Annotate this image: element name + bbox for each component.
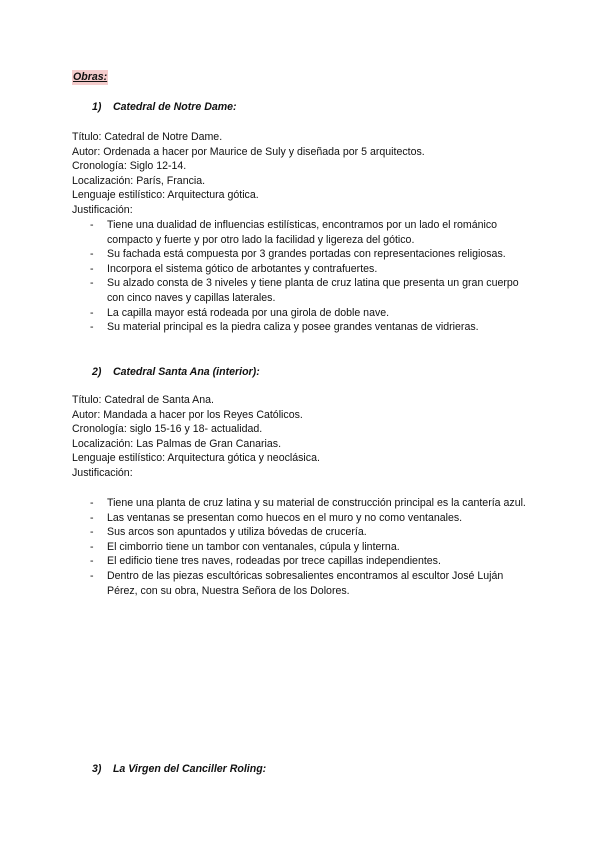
list-item: - Las ventanas se presentan como huecos en el muro y no como ventanales. [72,511,532,526]
list-item: - El edificio tiene tres naves, rodeadas por trece capillas independientes. [72,554,532,569]
localizacion-line: Localización: Las Palmas de Gran Canarias. [72,437,282,450]
autor-line: Autor: Ordenada a hacer por Maurice de Suly y diseñada por 5 arquitectos. [72,145,425,158]
localizacion-line: Localización: París, Francia. [72,174,206,187]
cronologia-line: Cronología: Siglo 12-14. [72,160,187,173]
list-item: - Tiene una planta de cruz latina y su material de construcción principal es la cantería azul. [72,496,532,511]
justificacion-list-1 [72,218,532,335]
section-title: Catedral de Notre Dame: [112,101,237,113]
section-number: 3) [92,763,102,775]
section-info-2 [72,393,532,481]
justificacion-label: Justificación: [72,203,133,216]
list-item: - El cimborrio tiene un tambor con ventanales, cúpula y linterna. [72,540,532,555]
list-item: - Dentro de las piezas escultóricas sobresalientes encontramos al escultor José Luján Pérez, con su obra, Nuestra Señora de los Dolores. [72,569,532,598]
titulo-line: Título: Catedral de Santa Ana. [72,394,214,406]
list-item: - Sus arcos son apuntados y utiliza bóvedas de crucería. [72,525,532,540]
lenguaje-line: Lenguaje estilístico: Arquitectura gótica. [72,189,259,202]
section-title: La Virgen del Canciller Roling: [112,763,267,775]
section-info-1 [72,130,532,218]
list-item: - Su fachada está compuesta por 3 grandes portadas con representaciones religiosas. [72,247,532,262]
section-heading-1 [92,100,237,115]
list-item: - Su material principal es la piedra caliza y posee grandes ventanas de vidrieras. [72,320,532,335]
section-heading-2 [92,365,260,380]
list-item: - La capilla mayor está rodeada por una girola de doble nave. [72,306,532,321]
document-title: Obras: [73,71,108,83]
section-number: 2) [92,366,102,378]
cronologia-line: Cronología: siglo 15-16 y 18- actualidad. [72,423,263,436]
lenguaje-line: Lenguaje estilístico: Arquitectura gótica y neoclásica. [72,452,320,465]
section-heading-3 [92,762,266,777]
section-title: Catedral Santa Ana (interior): [112,366,260,378]
justificacion-label: Justificación: [72,466,133,479]
list-item: - Tiene una dualidad de influencias estilísticas, encontramos por un lado el románico compacto y fuerte y por otro lado la facilidad y ligereza del gótico. [72,218,532,247]
autor-line: Autor: Mandada a hacer por los Reyes Católicos. [72,408,303,421]
list-item: - Su alzado consta de 3 niveles y tiene planta de cruz latina que presenta un gran cuerpo con cinco naves y capillas laterales. [72,276,532,305]
list-item: - Incorpora el sistema gótico de arbotantes y contrafuertes. [72,262,532,277]
titulo-line: Título: Catedral de Notre Dame. [72,131,223,143]
justificacion-list-2 [72,496,532,598]
section-number: 1) [92,101,102,113]
